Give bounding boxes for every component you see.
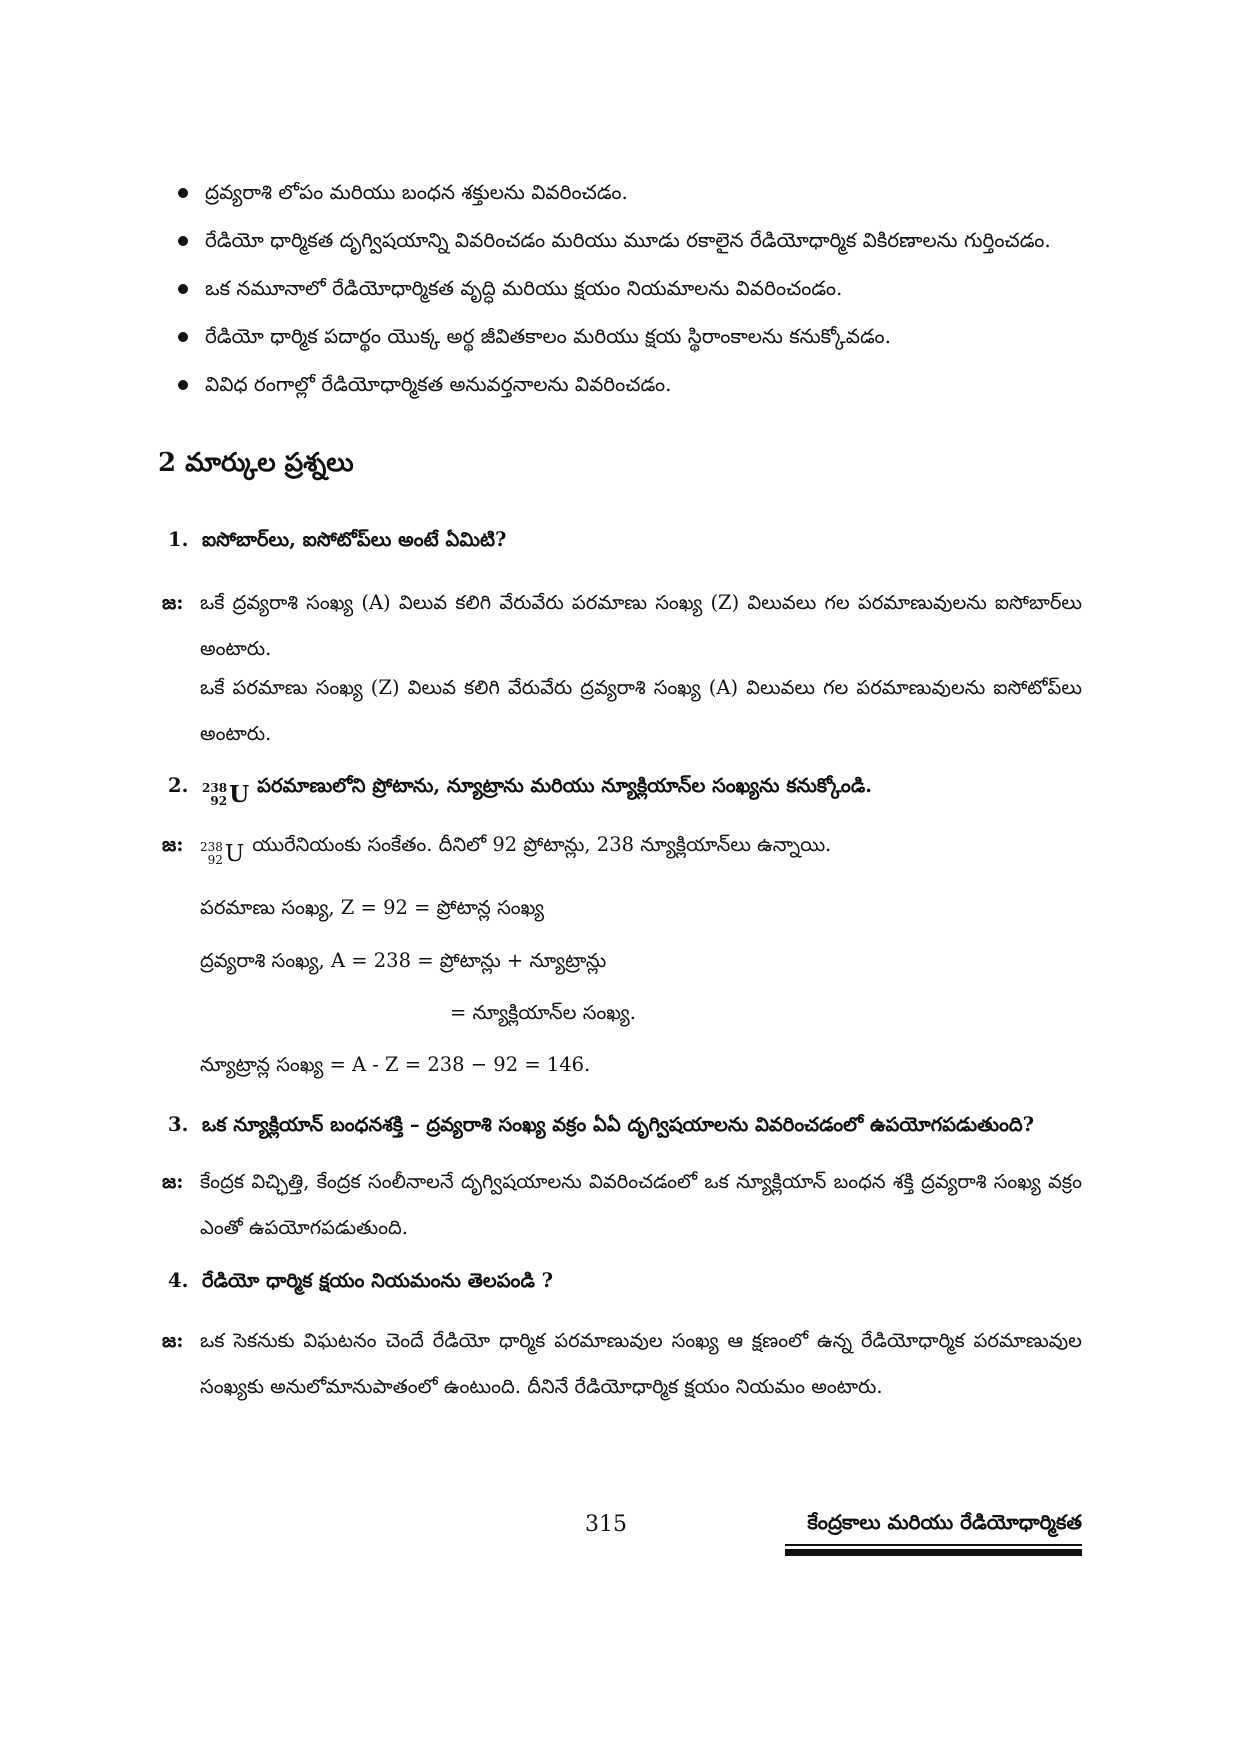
question-3 [168, 1112, 1098, 1138]
question-text: ఒక న్యూక్లియాన్ బంధనశక్తి – ద్రవ్యరాశి సంఖ్య వక్రం ఏఏ దృగ్విషయాలను వివరించడంలో ఉపయోగపడుతుంది? [202, 1113, 1035, 1136]
section-title: 2 మార్కుల ప్రశ్నలు [158, 448, 354, 478]
list-item: రేడియో ధార్మికత దృగ్విషయాన్ని వివరించడం మరియు మూడు రకాలైన రేడియోధార్మిక వికిరణాలను గుర్తించడం. [175, 228, 1095, 276]
nuclide-symbol [200, 839, 244, 869]
question-text: రేడియో ధార్మిక క్షయం నియమంను తెలపండి ? [202, 1269, 554, 1292]
question-4 [168, 1268, 1098, 1294]
nuclide-symbol [202, 782, 249, 808]
answer-text: యురేనియంకు సంకేతం. దీనిలో 92 ప్రోటాన్లు, 238 న్యూక్లియాన్‌లు ఉన్నాయి. [252, 833, 832, 856]
answer-tag: జ: [162, 1170, 184, 1193]
question-text: ఐసోబార్‌లు, ఐసోటోప్‌లు అంటే ఏమిటి? [202, 528, 507, 551]
calc-line: న్యూట్రాన్ల సంఖ్య = A - Z = 238 − 92 = 146. [200, 1053, 591, 1076]
question-number: 2. [168, 774, 189, 797]
answer-tag: జ: [162, 833, 184, 856]
page-number: 315 [585, 1512, 627, 1537]
answer-text: ఒకే ద్రవ్యరాశి సంఖ్య (A) విలువ కలిగి వేరువేరు పరమాణు సంఖ్య (Z) విలువలు గల పరమాణువులను ఐసోబార్‌లు అంటారు. [200, 591, 1082, 660]
question-2 [168, 773, 1098, 808]
calc-line: పరమాణు సంఖ్య, Z = 92 = ప్రోటాన్ల సంఖ్య [200, 896, 545, 919]
footer-rule-thick [785, 1549, 1082, 1556]
calc-line: ద్రవ్యరాశి సంఖ్య, A = 238 = ప్రోటాన్లు + న్యూట్రాన్లు [200, 949, 607, 972]
running-title: కేంద్రకాలు మరియు రేడియోధార్మికత [807, 1510, 1082, 1534]
answer-tag: జ: [162, 591, 184, 614]
answer-text: ఒక సెకనుకు విఘటనం చెందే రేడియో ధార్మిక పరమాణువుల సంఖ్య ఆ క్షణంలో ఉన్న రేడియోధార్మిక పరమాణువుల సంఖ్యకు అనులోమానుపాతంలో ఉంటుంది. దీనినే రేడియోధార్మిక క్షయం నియమం అంటారు. [200, 1329, 1082, 1398]
question-number: 3. [168, 1113, 189, 1136]
question-1 [168, 527, 1098, 553]
answer-1-paragraph-2: ఒకే పరమాణు సంఖ్య (Z) విలువ కలిగి వేరువేరు ద్రవ్యరాశి సంఖ్య (A) విలువలు గల పరమాణువులను ఐసోటోప్‌లు అంటారు. [200, 676, 1082, 745]
question-number: 4. [168, 1269, 189, 1292]
element-symbol: U [224, 841, 245, 867]
list-item: వివిధ రంగాల్లో రేడియోధార్మికత అనువర్తనాలను వివరించడం. [175, 372, 1095, 420]
answer-tag: జ: [162, 1329, 184, 1352]
objectives-list [175, 180, 1095, 420]
list-item: రేడియో ధార్మిక పదార్థం యొక్క అర్థ జీవితకాలం మరియు క్షయ స్థిరాంకాలను కనుక్కోవడం. [175, 324, 1095, 372]
atomic-number: 92 [210, 794, 228, 808]
answer-text: కేంద్రక విచ్ఛిత్తి, కేంద్రక సంలీనాలనే దృగ్విషయాలను వివరించడంలో ఒక న్యూక్లియాన్ బంధన శక్తి ద్రవ్యరాశి సంఖ్య వక్రం ఎంతో ఉపయోగపడుతుంది. [200, 1170, 1082, 1239]
answer-1 [162, 580, 1082, 672]
answer-3 [162, 1159, 1082, 1251]
mass-number: 238 [200, 840, 223, 854]
answer-4 [162, 1318, 1082, 1410]
atomic-number: 92 [207, 853, 223, 867]
mass-number: 238 [202, 781, 228, 795]
answer-2 [162, 830, 1082, 869]
calc-line: = న్యూక్లియాన్‌ల సంఖ్య. [450, 1001, 636, 1024]
element-symbol: U [229, 781, 250, 808]
footer-rule-thin [785, 1544, 1082, 1546]
question-text: పరమాణులోని ప్రోటాను, న్యూట్రాను మరియు న్యూక్లియాన్‌ల సంఖ్యను కనుక్కోండి. [257, 774, 873, 797]
list-item: ద్రవ్యరాశి లోపం మరియు బంధన శక్తులను వివరించడం. [175, 180, 1095, 228]
question-number: 1. [168, 528, 189, 551]
list-item: ఒక నమూనాలో రేడియోధార్మికత వృద్ధి మరియు క్షయం నియమాలను వివరించండం. [175, 276, 1095, 324]
